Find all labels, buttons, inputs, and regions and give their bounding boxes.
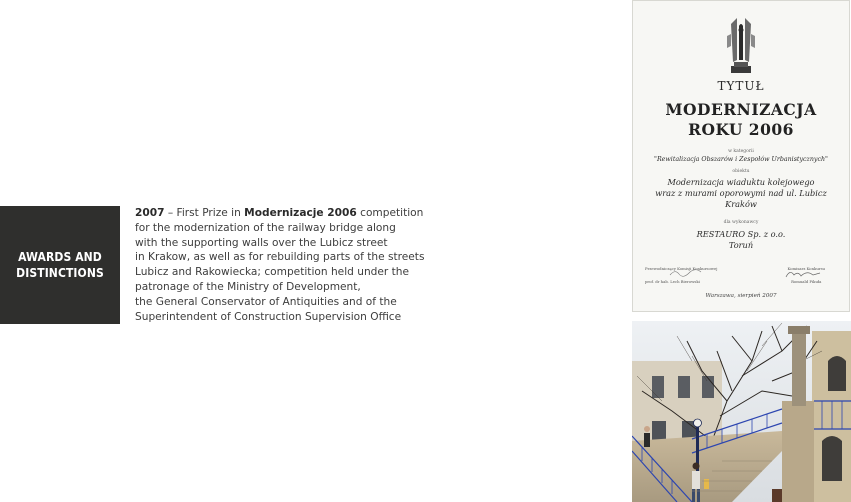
diploma-object-label: obiektu bbox=[732, 169, 750, 174]
award-description bbox=[135, 206, 435, 324]
award-year: 2007 bbox=[135, 207, 165, 219]
competition-name: Modernizacje 2006 bbox=[244, 207, 357, 219]
diploma-title: TYTUŁ bbox=[717, 79, 765, 93]
award-paragraph bbox=[135, 206, 435, 324]
award-text: competition for the modernization of the railway bridge along with the supporting walls over the Lubicz street in Krakow, as well as for rebuilding parts of the streets Lubicz and Rakowiecka; competition held under the patronage of the Ministry of Development, the General Conservator of Antiquities and of the Superintendent of Construction Supervision Office bbox=[135, 207, 425, 323]
signature-left: Przewodniczący Komisji Konkursowej prof. dr hab. Lech Bierowski bbox=[645, 266, 718, 284]
diploma-contractor: RESTAURO Sp. z o.o. Toruń bbox=[696, 229, 786, 250]
diploma-place-date: Warszawa, sierpień 2007 bbox=[705, 293, 777, 299]
signature-scribble-left bbox=[669, 269, 703, 277]
diploma-object: Modernizacja wiaduktu kolejowego wraz z murami oporowymi nad ul. Lubicz Kraków bbox=[655, 177, 827, 209]
award-sep: – First Prize in bbox=[164, 207, 245, 219]
section-title: AWARDS AND DISTINCTIONS bbox=[16, 250, 104, 280]
diploma-award-name: MODERNIZACJA ROKU 2006 bbox=[665, 100, 817, 139]
bridge-photo bbox=[632, 321, 851, 502]
section-tab bbox=[0, 206, 120, 324]
diploma-image bbox=[632, 0, 850, 312]
award-statuette-icon bbox=[721, 16, 761, 74]
diploma-contractor-label: dla wykonawcy bbox=[723, 220, 759, 225]
signature-right: Komisarz Konkursu Romuald Pikuła bbox=[787, 266, 825, 284]
diploma-category-label: w kategorii bbox=[728, 149, 754, 154]
diploma-category: "Rewitalizacja Obszarów i Zespołów Urbanistycznych" bbox=[654, 156, 828, 163]
signature-scribble-right bbox=[785, 269, 821, 279]
